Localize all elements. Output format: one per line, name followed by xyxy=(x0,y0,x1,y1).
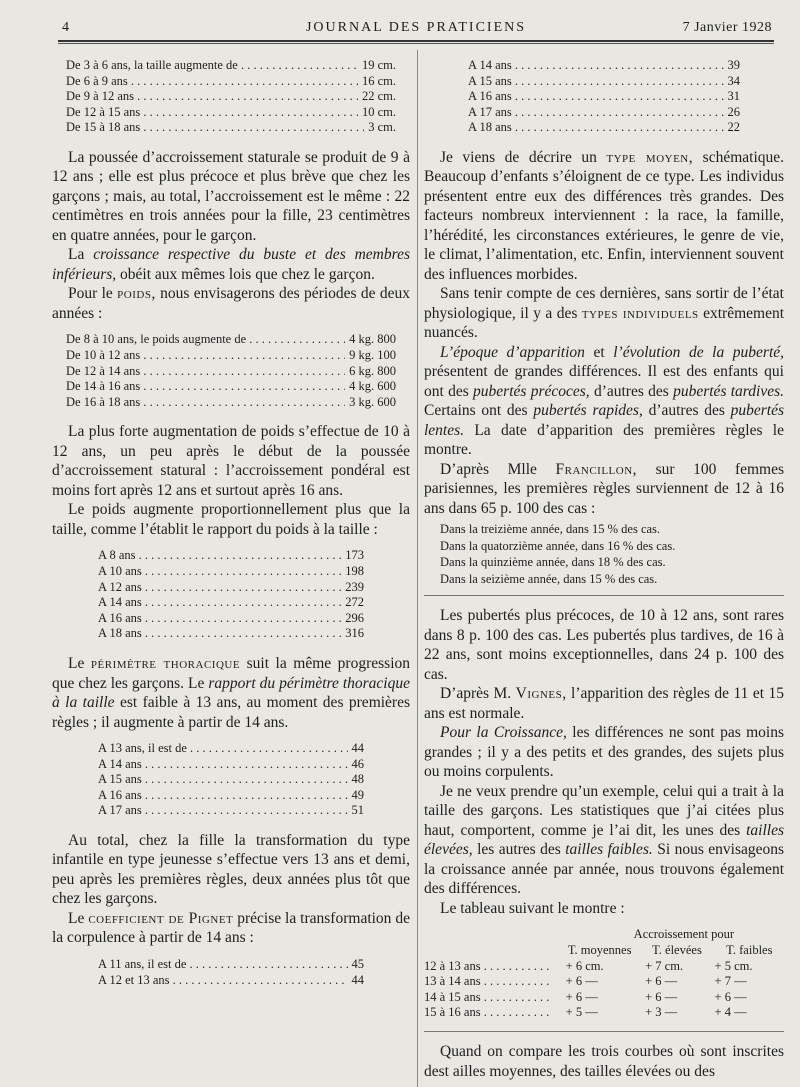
header-rule-thin xyxy=(58,43,774,44)
table-row: De 10 à 12 ans . . . 9 kg. 100 xyxy=(66,348,396,364)
table-super-header: Accroissement pour xyxy=(633,927,734,942)
table-row: A 16 ans . . . 49 xyxy=(98,788,364,804)
list-item: Dans la seizième année, dans 15 % des cas. xyxy=(440,571,658,586)
paragraph: Le périmètre thoracique suit la même progression que chez les garçons. Le rapport du périmètre thoracique à la taille est faible à 13 ans, au moment des premières règles ; il augmente à partir de 14 ans. xyxy=(52,655,411,731)
table-row: A 18 ans . . . 22 xyxy=(468,120,740,136)
paragraph: La poussée d’accroissement staturale se produit de 9 à 12 ans ; elle est plus précoce et plus brève que chez les garçons ; mais, au total, l’accroissement est le même : 22 centimètres en trois années pour la fille, 23 centimètres en quatre années, pour le garçon. xyxy=(52,148,410,244)
paragraph: La croissance respective du buste et des membres inférieurs, obéit aux mêmes lois que chez le garçon. xyxy=(52,246,410,283)
running-header xyxy=(60,20,772,38)
table-row: De 12 à 15 ans . . . 10 cm. xyxy=(66,105,396,121)
paragraph: Quand on compare les trois courbes où sont inscrites dest ailles moyennes, des tailles élevées ou des xyxy=(424,1043,784,1080)
table-row: A 12 ans . . . 239 xyxy=(98,580,364,596)
page-number: 4 xyxy=(62,20,70,35)
column-header: T. moyennes xyxy=(567,943,632,958)
paragraph: Sans tenir compte de ces dernières, sans sortir de l’état physiologique, il y a des types individuels extrêmement nuancés. xyxy=(424,285,785,342)
table-row: A 14 ans . . . 272 xyxy=(98,595,364,611)
table-row: 15 à 16 ans . . . + 5 — + 3 — + 4 — xyxy=(424,1005,784,1021)
table-row: De 14 à 16 ans . . . 4 kg. 600 xyxy=(66,379,396,395)
pignet-table-continued xyxy=(424,58,784,136)
table-row: A 16 ans . . . 296 xyxy=(98,611,364,627)
paragraph: Le poids augmente proportionnellement plus que la taille, comme l’établit le rapport du poids à la taille : xyxy=(52,501,410,538)
section-rule xyxy=(424,1031,784,1032)
paragraph: Le coefficient de Pignet précise la transformation de la corpulence à partir de 14 ans : xyxy=(52,909,411,947)
list-item: Dans la quinzième année, dans 18 % des cas. xyxy=(440,555,666,570)
table-row: A 18 ans . . . 316 xyxy=(98,626,364,642)
thorax-table xyxy=(52,741,410,819)
table-header-row xyxy=(424,943,784,959)
table-row: De 8 à 10 ans, le poids augmente de . . . 4 kg. 800 xyxy=(66,332,396,348)
section-rule xyxy=(424,595,784,596)
left-column xyxy=(52,58,410,988)
table-row: De 6 à 9 ans . . . 16 cm. xyxy=(66,74,396,90)
header-rule xyxy=(58,40,774,42)
table-row: De 12 à 14 ans . . . 6 kg. 800 xyxy=(66,364,396,380)
paragraph: D’après Mlle Francillon, sur 100 femmes parisiennes, les premières règles surviennent de 12 à 16 ans dans 65 p. 100 des cas : xyxy=(424,460,785,517)
paragraph: Je ne veux prendre qu’un exemple, celui qui a trait à la taille des garçons. Les statistiques que j’ai citées plus haut, comportent, comme je l’ai dit, les unes des tailles élevées, les autres des tailles faibles. Si nous envisageons la croissance année par année, nous trouvons également des différences. xyxy=(424,782,785,898)
table-row: A 13 ans, il est de . . . 44 xyxy=(98,741,364,757)
table-row: A 16 ans . . . 31 xyxy=(468,89,740,105)
pignet-table xyxy=(52,957,410,988)
column-divider xyxy=(417,50,418,1087)
list-item: Dans la quatorzième année, dans 16 % des cas. xyxy=(440,538,676,553)
column-header: T. élevées xyxy=(652,943,702,958)
paragraph: Pour le poids, nous envisagerons des périodes de deux années : xyxy=(52,285,411,322)
table-row: A 14 ans . . . 39 xyxy=(468,58,740,74)
paragraph: Le tableau suivant le montre : xyxy=(440,899,625,917)
right-column xyxy=(424,58,784,1081)
table-row: A 12 et 13 ans . . . 44 xyxy=(98,973,364,989)
table-row: 13 à 14 ans . . . + 6 — + 6 — + 7 — xyxy=(424,974,784,990)
puberty-list xyxy=(424,521,784,587)
table-row: A 10 ans . . . 198 xyxy=(98,564,364,580)
table-row: A 17 ans . . . 26 xyxy=(468,105,740,121)
weight-table xyxy=(52,332,410,410)
paragraph: Les pubertés plus précoces, de 10 à 12 ans, sont rares dans 8 p. 100 des cas. Les pubertés plus tardives, de 16 à 22 ans, sont moins exceptionnelles, dans 24 p. 100 des cas. xyxy=(424,607,784,683)
issue-date: 7 Janvier 1928 xyxy=(682,20,772,35)
table-row: A 8 ans . . . 173 xyxy=(98,548,364,564)
table-row: De 3 à 6 ans, la taille augmente de . . . 19 cm. xyxy=(66,58,396,74)
table-row: De 9 à 12 ans . . . 22 cm. xyxy=(66,89,396,105)
table-row: A 11 ans, il est de . . . 45 xyxy=(98,957,364,973)
growth-table xyxy=(424,927,784,1021)
paragraph: Pour la Croissance, les différences ne sont pas moins grandes ; il y a des petits et des grandes, des sujets plus ou moins corpulents. xyxy=(424,724,785,781)
table-row: A 15 ans . . . 34 xyxy=(468,74,740,90)
paragraph: La plus forte augmentation de poids s’effectue de 10 à 12 ans, un peu après le début de la poussée d’accroissement statural : l’accroissement pondéral est moins fort après 12 ans et surtout après 16 ans. xyxy=(52,423,410,499)
table-row: A 14 ans . . . 46 xyxy=(98,757,364,773)
table-row: De 15 à 18 ans . . . 3 cm. xyxy=(66,120,396,136)
list-item: Dans la treizième année, dans 15 % des cas. xyxy=(440,522,661,537)
paragraph: Au total, chez la fille la transformation du type infantile en type jeunesse s’effectue vers 13 ans et demi, peu après les premières règles, deux années plus tôt que chez les garçons. xyxy=(52,831,410,908)
table-row: A 17 ans . . . 51 xyxy=(98,803,364,819)
column-header: T. faibles xyxy=(726,943,773,958)
height-table xyxy=(52,58,410,136)
paragraph: D’après M. Vignes, l’apparition des règles de 11 et 15 ans est normale. xyxy=(424,685,784,722)
ratio-table xyxy=(52,548,410,642)
table-row: 14 à 15 ans . . . + 6 — + 6 — + 6 — xyxy=(424,990,784,1006)
table-row: De 16 à 18 ans . . . 3 kg. 600 xyxy=(66,395,396,411)
paragraph: L’époque d’apparition et l’évolution de la puberté, présentent de grandes différences. Il est des enfants qui ont des pubertés précoces, d’autres des pubertés tardives. Certains ont des pubertés rapides, d’autres des pubertés lentes. La date d’apparition des premières règles le montre. xyxy=(424,343,785,459)
table-row: A 15 ans . . . 48 xyxy=(98,772,364,788)
table-row: 12 à 13 ans . . . + 6 cm. + 7 cm. + 5 cm. xyxy=(424,959,784,975)
paragraph: Je viens de décrire un type moyen, schématique. Beaucoup d’enfants s’éloignent de ce type. Les individus présentent entre eux des différences très grandes. Des facteurs nombreux interviennent : la race, la famille, l’hérédité, les circonstances extérieures, le genre de vie, le climat, l’alimentation, etc. Enfin, interviennent souvent des influences morbides. xyxy=(424,148,785,283)
journal-title: JOURNAL DES PRATICIENS xyxy=(305,20,527,35)
